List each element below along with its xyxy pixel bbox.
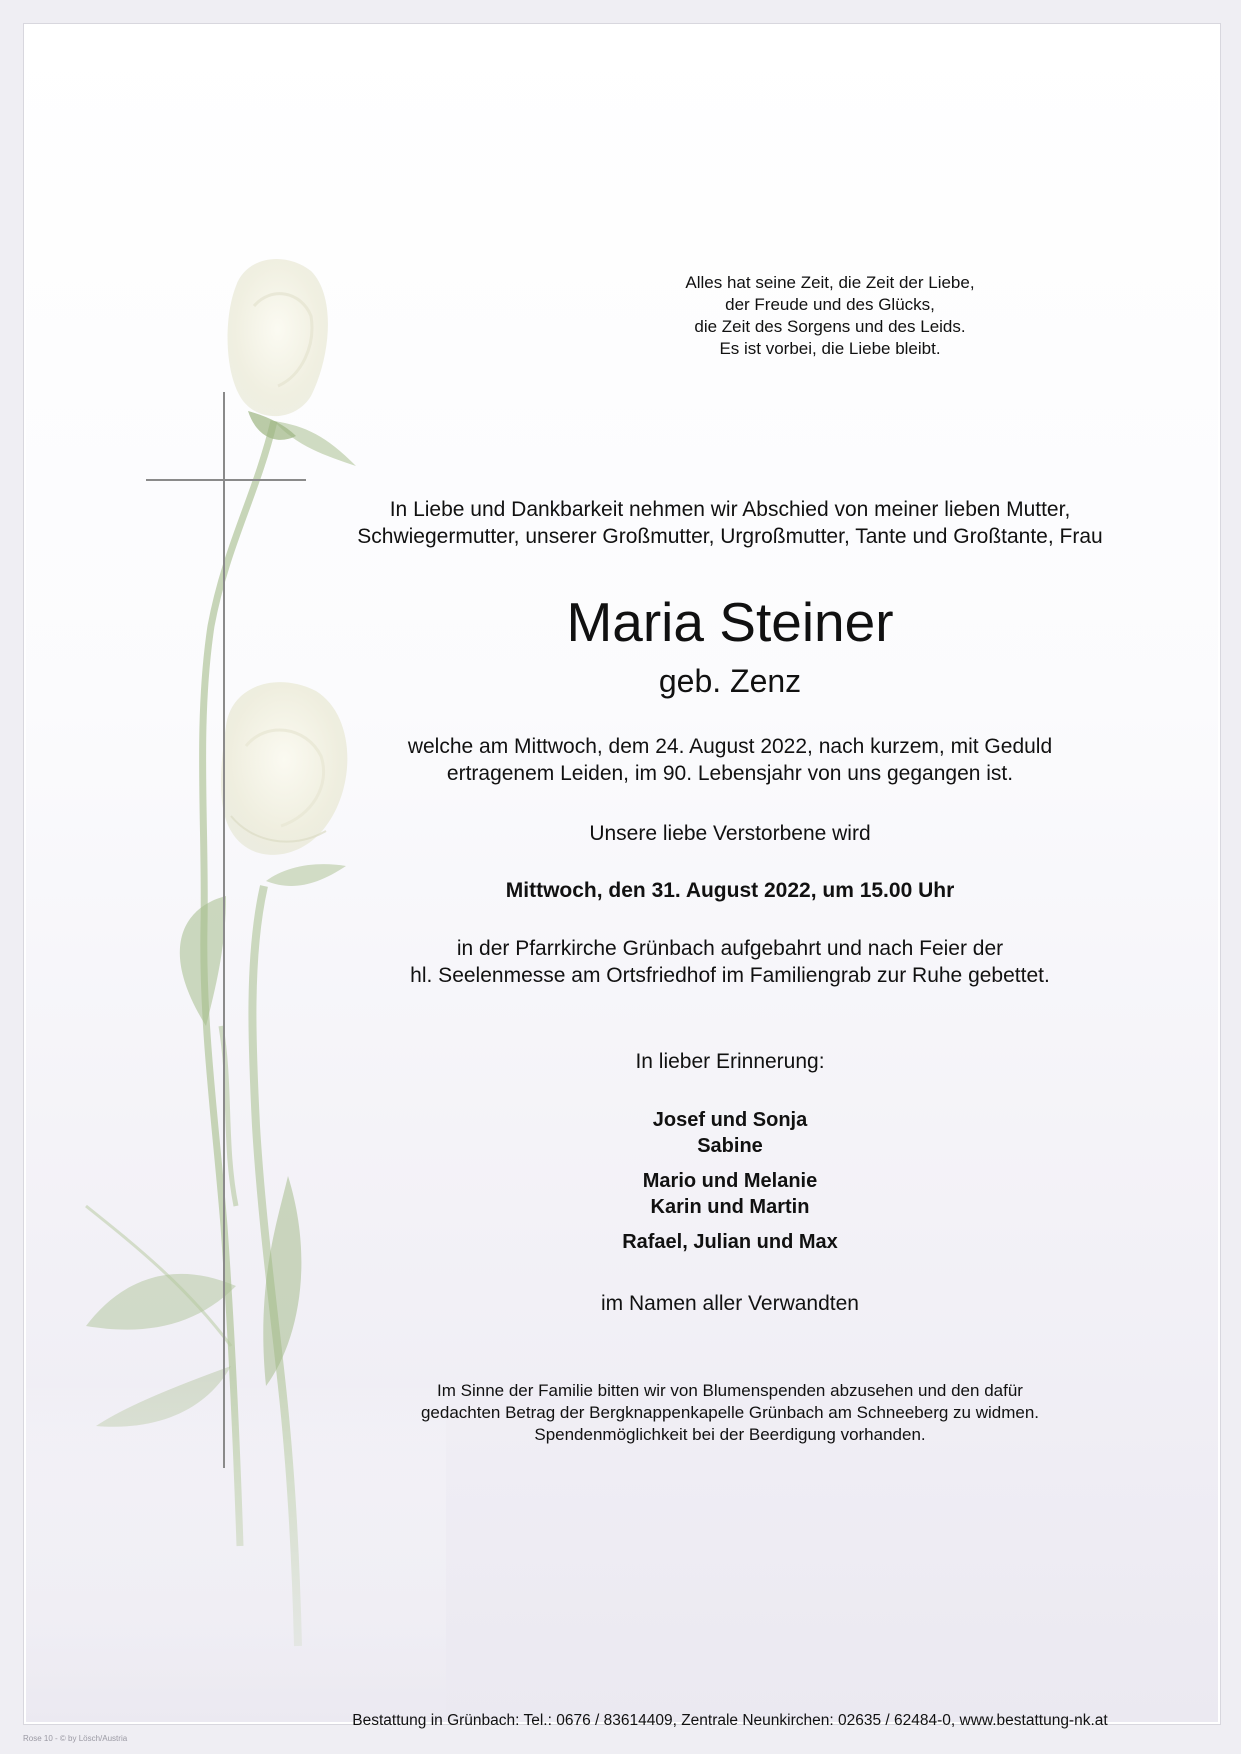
family-group <box>290 1229 1170 1255</box>
cross-icon <box>146 392 306 1492</box>
family-member: Karin und Martin <box>650 1196 810 1218</box>
family-group <box>290 1168 1170 1220</box>
donation-line: Spendenmöglichkeit bei der Beerdigung vorhanden. <box>534 1425 926 1444</box>
intro-line: Schwiegermutter, unserer Großmutter, Urgroßmutter, Tante und Großtante, Frau <box>357 525 1103 548</box>
donation-line: gedachten Betrag der Bergknappenkapelle Grünbach am Schneeberg zu widmen. <box>420 1403 1040 1422</box>
motto-line: Alles hat seine Zeit, die Zeit der Liebe, <box>685 273 975 292</box>
family-member: Mario und Melanie <box>642 1170 818 1192</box>
family-member: Josef und Sonja <box>652 1109 808 1131</box>
ceremony-text <box>290 935 1170 989</box>
memory-heading: In lieber Erinnerung: <box>635 1050 825 1073</box>
obituary-card <box>24 24 1220 1724</box>
maiden-name: geb. Zenz <box>658 663 802 699</box>
death-notice-line: welche am Mittwoch, dem 24. August 2022, nach kurzem, mit Geduld <box>407 735 1053 758</box>
intro-text <box>290 496 1170 550</box>
ceremony-line: hl. Seelenmesse am Ortsfriedhof im Familiengrab zur Ruhe gebettet. <box>410 964 1050 987</box>
deceased-name: Maria Steiner <box>566 591 894 653</box>
intro-line: In Liebe und Dankbarkeit nehmen wir Abschied von meiner lieben Mutter, <box>389 498 1071 521</box>
image-credit: Rose 10 - © by Lösch/Austria <box>23 1734 128 1743</box>
motto-line: der Freude und des Glücks, <box>725 295 935 314</box>
family-member: Sabine <box>697 1135 763 1157</box>
family-list <box>290 1107 1170 1264</box>
death-notice-line: ertragenem Leiden, im 90. Lebensjahr von uns gegangen ist. <box>446 762 1014 785</box>
motto-verse <box>640 272 1020 360</box>
donation-note <box>290 1380 1170 1446</box>
motto-line: Es ist vorbei, die Liebe bleibt. <box>719 339 941 358</box>
relatives-note: im Namen aller Verwandten <box>601 1292 859 1315</box>
donation-line: Im Sinne der Familie bitten wir von Blumenspenden abzusehen und den dafür <box>437 1381 1023 1400</box>
funeral-lead: Unsere liebe Verstorbene wird <box>589 822 871 845</box>
ceremony-line: in der Pfarrkirche Grünbach aufgebahrt und nach Feier der <box>456 937 1004 960</box>
motto-line: die Zeit des Sorgens und des Leids. <box>694 317 966 336</box>
family-group <box>290 1107 1170 1159</box>
undertaker-footer: Bestattung in Grünbach: Tel.: 0676 / 83614409, Zentrale Neunkirchen: 02635 / 62484-0, www.bestattung-nk.at <box>352 1712 1108 1729</box>
funeral-date: Mittwoch, den 31. August 2022, um 15.00 Uhr <box>505 879 955 902</box>
death-notice <box>290 733 1170 787</box>
family-member: Rafael, Julian und Max <box>622 1231 838 1253</box>
